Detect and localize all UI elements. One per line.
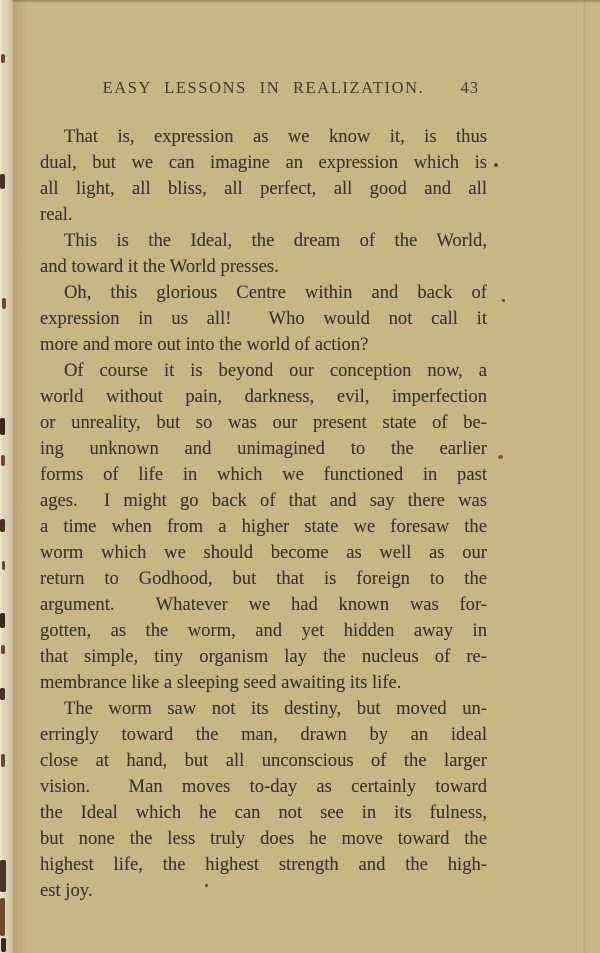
ink-speck <box>498 455 503 459</box>
text-line: Of course it is beyond our conception now, a <box>64 360 487 381</box>
ink-speck <box>494 163 498 167</box>
text-line: vision. Man moves to-day as certainly toward <box>40 776 487 797</box>
paragraph <box>40 228 487 280</box>
text-line: est joy. <box>40 880 93 901</box>
text-line: This is the Ideal, the dream of the World, <box>64 230 487 251</box>
text-line: forms of life in which we functioned in past <box>40 464 487 485</box>
binding-mark <box>1 54 5 63</box>
text-line: world without pain, darkness, evil, imperfection <box>40 386 487 407</box>
text-line: worm which we should become as well as our <box>40 542 487 563</box>
text-line: a time when from a higher state we foresaw the <box>40 516 487 537</box>
text-line: Oh, this glorious Centre within and back of <box>64 282 487 303</box>
binding-mark <box>0 174 5 189</box>
text-line: that simple, tiny organism lay the nucleus of re- <box>40 646 487 667</box>
text-line: That is, expression as we know it, is thus <box>64 126 487 147</box>
binding-edge <box>0 0 13 953</box>
binding-mark <box>1 938 6 952</box>
text-line: highest life, the highest strength and the high- <box>40 854 487 875</box>
text-line: all light, all bliss, all perfect, all good and all <box>40 178 487 199</box>
paragraph <box>40 124 487 228</box>
text-line: but none the less truly does he move toward the <box>40 828 487 849</box>
binding-mark <box>0 688 5 700</box>
page-title: EASY LESSONS IN REALIZATION. <box>102 78 425 97</box>
text-line: The worm saw not its destiny, but moved un- <box>64 698 487 719</box>
ink-speck <box>205 884 208 887</box>
text-line: or unreality, but so was our present state of be- <box>40 412 487 433</box>
text-line: ing unknown and unimagined to the earlier <box>40 438 487 459</box>
page-text <box>40 124 487 904</box>
text-line: expression in us all! Who would not call it <box>40 308 487 329</box>
paragraph <box>40 358 487 696</box>
paper-crease <box>583 0 586 953</box>
binding-mark <box>1 754 5 767</box>
paragraph <box>40 696 487 904</box>
binding-mark <box>0 898 5 936</box>
text-line: dual, but we can imagine an expression which is <box>40 152 487 173</box>
text-line: the Ideal which he can not see in its fulness, <box>40 802 487 823</box>
text-line: ages. I might go back of that and say there was <box>40 490 487 511</box>
binding-mark <box>0 613 5 628</box>
binding-mark <box>2 298 6 309</box>
binding-mark <box>1 645 5 654</box>
text-line: erringly toward the man, drawn by an ideal <box>40 724 487 745</box>
running-head <box>40 78 487 100</box>
page-number: 43 <box>460 78 479 97</box>
text-line: more and more out into the world of action? <box>40 334 369 355</box>
text-line: argument. Whatever we had known was for- <box>40 594 487 615</box>
binding-mark <box>0 418 5 435</box>
page-top-edge-shadow <box>0 0 600 3</box>
text-line: close at hand, but all unconscious of the larger <box>40 750 487 771</box>
text-line: return to Godhood, but that is foreign to the <box>40 568 487 589</box>
text-line: and toward it the World presses. <box>40 256 279 277</box>
binding-mark <box>0 519 5 532</box>
binding-mark <box>1 455 5 466</box>
text-line: gotten, as the worm, and yet hidden away in <box>40 620 487 641</box>
ink-speck <box>502 299 505 302</box>
binding-mark <box>2 561 5 570</box>
paragraph <box>40 280 487 358</box>
binding-mark <box>0 860 6 892</box>
text-line: membrance like a sleeping seed awaiting its life. <box>40 672 402 693</box>
text-line: real. <box>40 204 73 225</box>
